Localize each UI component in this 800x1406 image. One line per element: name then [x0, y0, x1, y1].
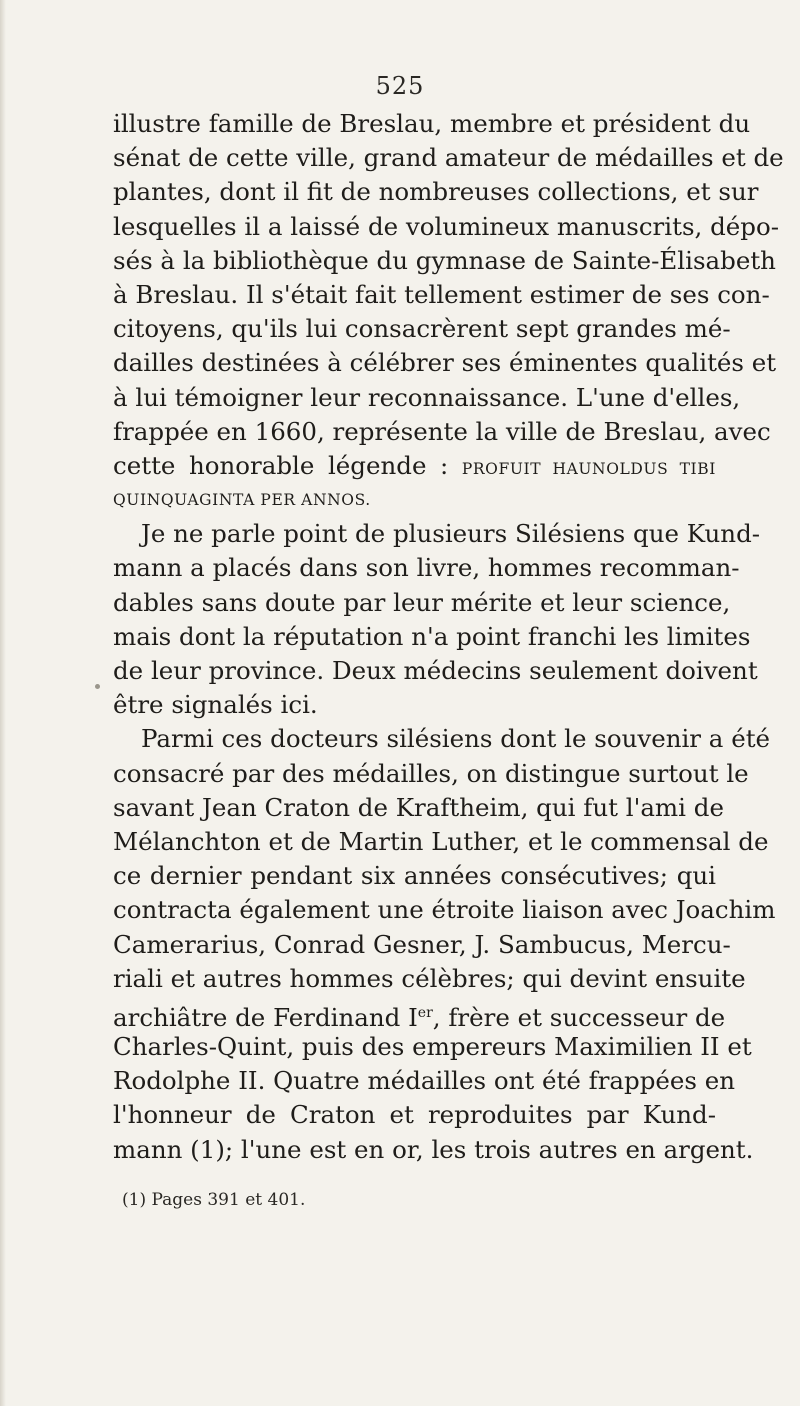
- text-line-5: sés à la bibliothèque du gymnase de Sainte-Élisabeth: [113, 245, 776, 275]
- text-line-18: être signalés ici.: [113, 690, 318, 720]
- text-line-28: Charles-Quint, puis des empereurs Maximilien II et: [113, 1032, 752, 1062]
- legend-inscription: PROFUIT HAUNOLDUS TIBI: [461, 459, 716, 478]
- text-line-2: sénat de cette ville, grand amateur de médailles et de: [113, 143, 784, 173]
- ferdinand-text: archiâtre de Ferdinand I: [113, 1003, 418, 1033]
- text-line-1: illustre famille de Breslau, membre et président du: [113, 109, 751, 138]
- footnote: (1) Pages 391 et 401.: [122, 1190, 306, 1210]
- text-line-23: ce dernier pendant six années consécutives; qui: [113, 861, 716, 891]
- text-line-25: Camerarius, Conrad Gesner, J. Sambucus, Mercu-: [113, 929, 731, 959]
- text-line-10: frappée en 1660, représente la ville de Breslau, avec: [113, 416, 771, 446]
- text-line-16: mais dont la réputation n'a point franchi les limites: [113, 621, 751, 651]
- text-line-29: Rodolphe II. Quatre médailles ont été frappées en: [113, 1066, 736, 1096]
- text-line-3: plantes, dont il fit de nombreuses collections, et sur: [113, 177, 759, 207]
- text-line-4: lesquelles il a laissé de volumineux manuscrits, dépo-: [113, 211, 779, 241]
- text-line-9: à lui témoigner leur reconnaissance. L'une d'elles,: [113, 382, 741, 412]
- body-text: [113, 107, 784, 1167]
- text-line-12: QUINQUAGINTA PER ANNOS.: [113, 491, 371, 510]
- marginal-mark: [95, 684, 100, 689]
- text-line-21: savant Jean Craton de Kraftheim, qui fut l'ami de: [113, 792, 724, 822]
- text-line-20: consacré par des médailles, on distingue surtout le: [113, 758, 749, 788]
- text-line-26: riali et autres hommes célèbres; qui devint ensuite: [113, 963, 746, 993]
- ferdinand-superscript: er: [417, 1004, 433, 1021]
- ferdinand-tail: , frère et successeur de: [432, 1003, 726, 1033]
- text-line-24: contracta également une étroite liaison avec Joachim: [113, 895, 776, 925]
- text-line-6: à Breslau. Il s'était fait tellement estimer de ses con-: [113, 279, 770, 309]
- text-line-17: de leur province. Deux médecins seulement doivent: [113, 656, 758, 685]
- text-line-15: dables sans doute par leur mérite et leur science,: [113, 587, 731, 617]
- text-line-27: [113, 996, 726, 1033]
- text-line-30: l'honneur de Craton et reproduites par Kund-: [113, 1100, 716, 1130]
- text-line-8: dailles destinées à célébrer ses éminentes qualités et: [113, 348, 777, 378]
- page-left-edge: [0, 0, 6, 1406]
- text-line-13: Je ne parle point de plusieurs Silésiens que Kund-: [141, 519, 761, 549]
- text-line-22: Mélanchton et de Martin Luther, et le commensal de: [113, 826, 769, 856]
- text-line-14: mann a placés dans son livre, hommes recomman-: [113, 553, 740, 583]
- text-line-11: [113, 449, 716, 483]
- text-line-7: citoyens, qu'ils lui consacrèrent sept grandes mé-: [113, 314, 731, 344]
- text-line-19: Parmi ces docteurs silésiens dont le souvenir a été: [141, 724, 771, 754]
- legend-intro: cette honorable légende :: [113, 450, 449, 480]
- page-number: 525: [375, 72, 425, 100]
- text-line-31: mann (1); l'une est en or, les trois autres en argent.: [113, 1134, 754, 1164]
